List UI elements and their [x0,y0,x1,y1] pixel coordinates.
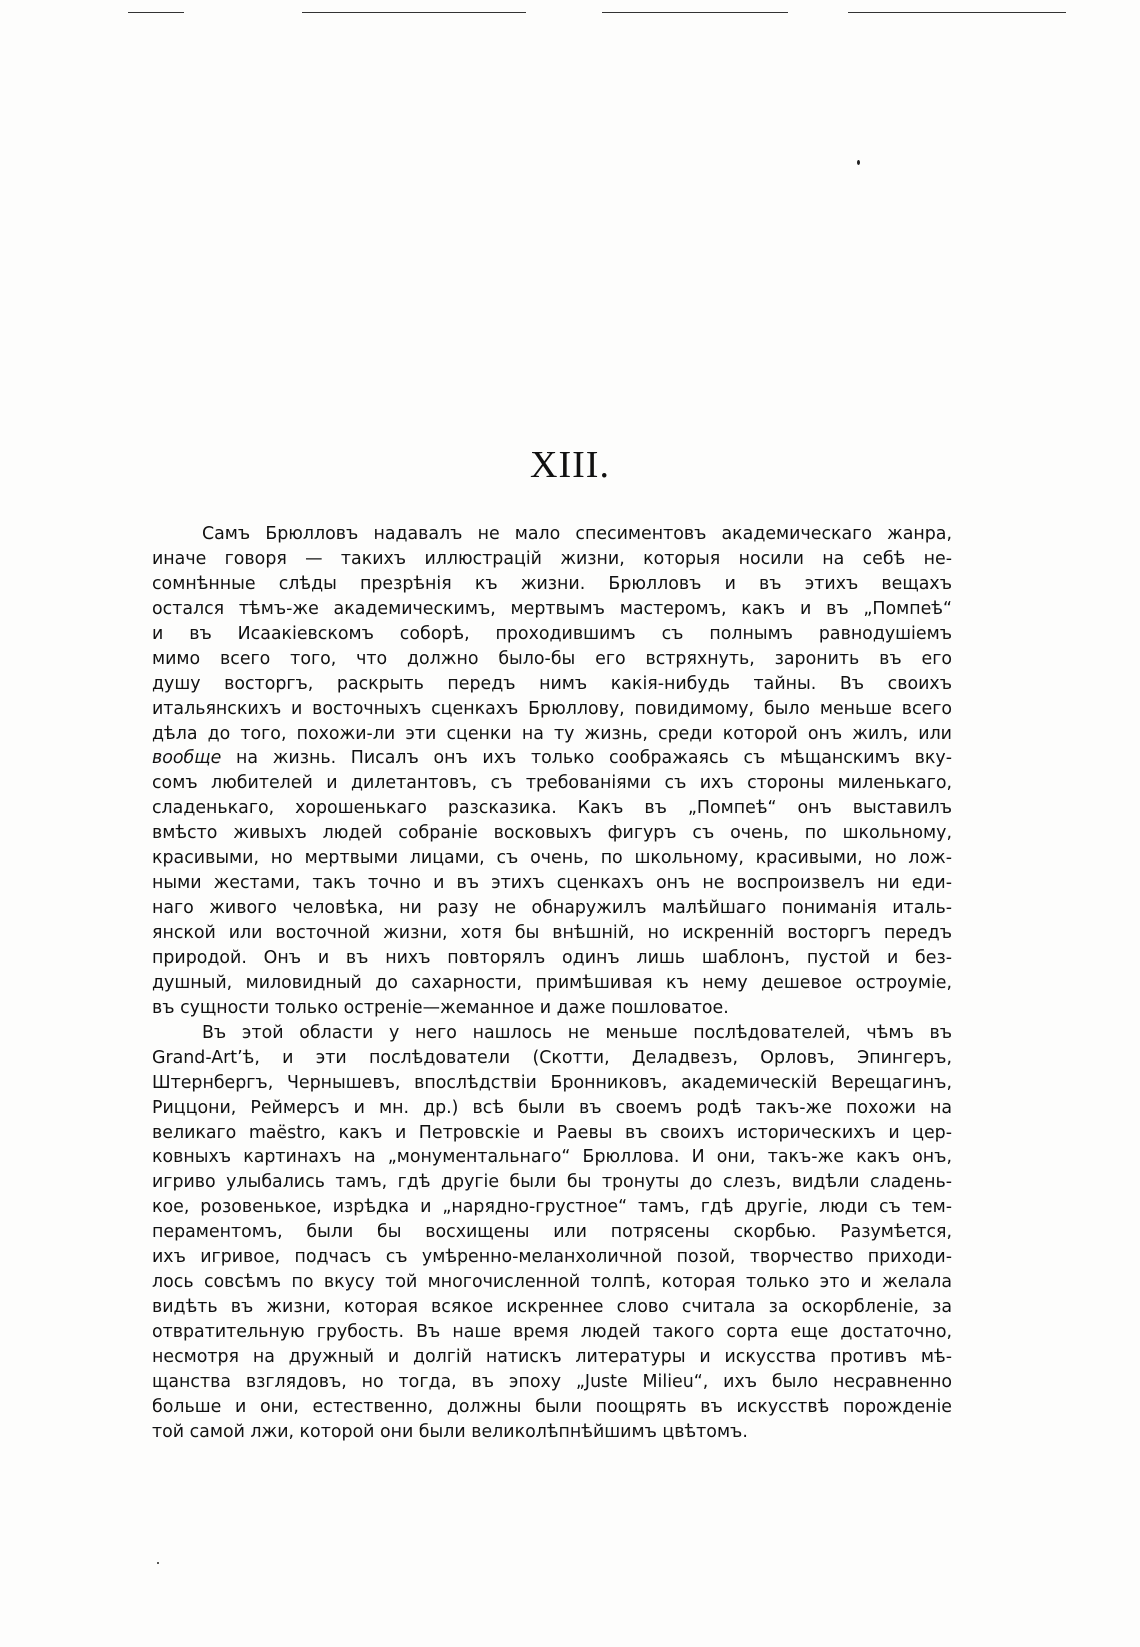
text-line: наго живого человѣка, ни разу не обнаружилъ малѣйшаго пониманія италь- [152,898,952,919]
text-line: Риццони, Реймерсъ и мн. др.) всѣ были въ своемъ родѣ такъ-же похожи на [152,1097,952,1118]
text-line: видѣть въ жизни, которая всякое искреннее слово считала за оскорбленіе, за [152,1297,952,1318]
top-rule-center-right [602,12,788,13]
text-line: красивыми, но мертвыми лицами, съ очень, по школьному, красивыми, но лож- [152,848,952,869]
text-line: Grand-Art’ѣ, и эти послѣдователи (Скотти, Деладвезъ, Орловъ, Эпингеръ, [152,1047,952,1068]
text-line: ковныхъ картинахъ на „монументальнаго“ Брюллова. И они, такъ-же какъ онъ, [152,1147,952,1168]
text-line: ихъ игривое, подчасъ съ умѣренно-меланхоличной позой, творчество приходи- [152,1247,952,1268]
text-line: сомъ любителей и дилетантовъ, съ требованіями съ ихъ стороны миленькаго, [152,773,952,794]
text-line: и въ Исаакіевскомъ соборѣ, проходившимъ съ полнымъ равнодушіемъ [152,623,952,644]
top-rule-left [128,12,184,13]
text-line: той самой лжи, которой они были великолѣпнѣйшимъ цвѣтомъ. [152,1421,748,1442]
text-line: янской или восточной жизни, хотя бы внѣшній, но искренній восторгъ передъ [152,923,952,943]
text-line: великаго maëstro, какъ и Петровскіе и Раевы въ своихъ историческихъ и цер- [152,1122,952,1143]
italic-word: вообще [152,748,222,769]
text-line: мимо всего того, что должно было-бы его встряхнуть, заронить въ его [152,648,952,669]
text-line: вмѣсто живыхъ людей собраніе восковыхъ фигуръ съ очень, по школьному, [152,823,952,844]
scan-speck [857,160,860,165]
text-line: душу восторгъ, раскрыть передъ нимъ какія-нибудь тайны. Въ своихъ [152,673,952,694]
body-text [152,522,952,1445]
text-line: иначе говоря — такихъ иллюстрацій жизни, которыя носили на себѣ не- [152,548,952,569]
text-line: пераментомъ, были бы восхищены или потрясены скорбью. Разумѣется, [152,1222,952,1243]
text-line: кое, розовенькое, изрѣдка и „нарядно-грустное“ тамъ, гдѣ другіе, люди съ тем- [152,1197,952,1218]
text-line-rest: на жизнь. Писалъ онъ ихъ только соображаясь съ мѣщанскимъ вку- [236,748,952,769]
text-line: несмотря на дружный и долгій натискъ литературы и искусства противъ мѣ- [152,1346,952,1367]
text-line: Въ этой области у него нашлось не меньше послѣдователей, чѣмъ въ [202,1022,952,1043]
scan-speck [157,1562,159,1564]
chapter-title: XIII. [530,444,610,486]
text-line: игриво улыбались тамъ, гдѣ другіе были бы тронуты до слезъ, видѣли сладень- [152,1172,952,1193]
text-line: щанства взглядовъ, но тогда, въ эпоху „Juste Milieu“, ихъ было несравненно [152,1371,952,1392]
top-rule-center-left [302,12,526,13]
text-line: итальянскихъ и восточныхъ сценкахъ Брюллову, повидимому, было меньше всего [152,698,952,719]
text-line: сомнѣнные слѣды презрѣнія къ жизни. Брюлловъ и въ этихъ вещахъ [152,573,952,594]
text-line: остался тѣмъ-же академическимъ, мертвымъ мастеромъ, какъ и въ „Помпеѣ“ [152,598,952,619]
text-line: сладенькаго, хорошенькаго разсказика. Какъ въ „Помпеѣ“ онъ выставилъ [152,798,952,819]
text-line [152,746,952,771]
text-line: ными жестами, такъ точно и въ этихъ сценкахъ онъ не воспроизвелъ ни еди- [152,873,952,894]
text-line: Самъ Брюлловъ надавалъ не мало спесиментовъ академическаго жанра, [202,524,952,544]
text-line: дѣла до того, похожи-ли эти сценки на ту жизнь, среди которой онъ жилъ, или [152,723,952,744]
text-line: Штернбергъ, Чернышевъ, впослѣдствіи Бронниковъ, академическій Верещагинъ, [152,1072,952,1093]
text-line: въ сущности только остреніе—жеманное и даже пошловатое. [152,997,729,1018]
text-line: душный, миловидный до сахарности, примѣшивая къ нему дешевое остроуміе, [152,972,952,993]
text-line: отвратительную грубость. Въ наше время людей такого сорта еще достаточно, [152,1322,952,1342]
text-line: больше и они, естественно, должны были поощрять въ искусствѣ порожденіе [152,1396,952,1417]
text-line: природой. Онъ и въ нихъ повторялъ одинъ лишь шаблонъ, пустой и без- [152,947,952,968]
text-line: лось совсѣмъ по вкусу той многочисленной толпѣ, которая только это и желала [152,1272,952,1293]
top-rule-right [848,12,1066,13]
